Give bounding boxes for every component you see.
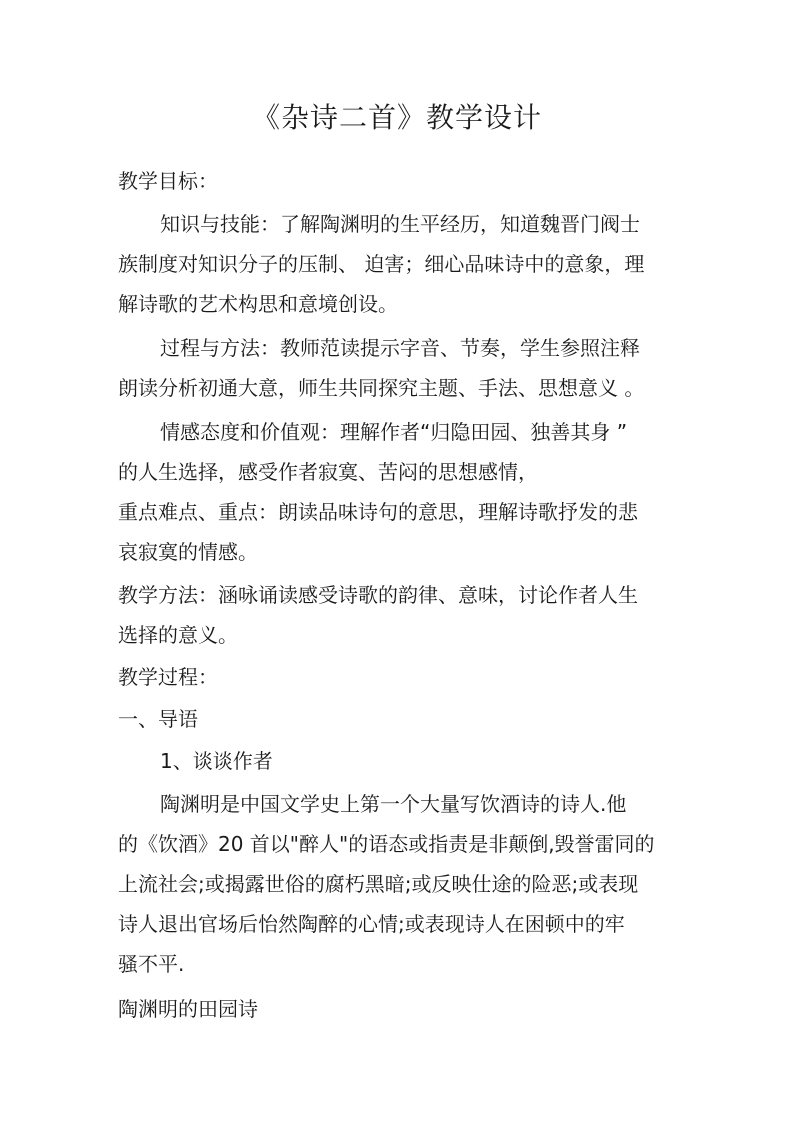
paragraph-line: 的人生选择，感受作者寂寞、苦闷的思想感情， — [118, 460, 538, 484]
section-heading-objectives: 教学目标： — [118, 169, 218, 193]
paragraph-line: 族制度对知识分子的压制、 迫害；细心品味诗中的意象，理 — [118, 252, 645, 276]
paragraph-line: 陶渊明是中国文学史上第一个大量写饮酒诗的诗人.他 — [160, 792, 627, 816]
paragraph-line: 选择的意义。 — [118, 623, 238, 647]
paragraph-line: 哀寂寞的情感。 — [118, 540, 258, 564]
document-title: 《杂诗二首》教学设计 — [251, 101, 542, 134]
paragraph-line: 的《饮酒》20 首以"醉人"的语态或指责是非颠倒,毁誉雷同的 — [118, 832, 655, 856]
subsection-heading-author: 1、谈谈作者 — [160, 749, 273, 773]
paragraph-line: 知识与技能：了解陶渊明的生平经历，知道魏晋门阀士 — [160, 212, 640, 236]
paragraph-line: 情感态度和价值观：理解作者“归隐田园、独善其身 ” — [160, 420, 628, 444]
paragraph-line: 骚不平. — [118, 952, 185, 976]
paragraph-line: 解诗歌的艺术构思和意境创设。 — [118, 292, 398, 316]
paragraph-line: 上流社会;或揭露世俗的腐朽黑暗;或反映仕途的险恶;或表现 — [118, 872, 639, 896]
paragraph-line: 朗读分析初通大意，师生共同探究主题、手法、思想意义 。 — [118, 376, 645, 400]
section-heading-process: 教学过程： — [118, 665, 218, 689]
paragraph-line: 过程与方法：教师范读提示字音、节奏，学生参照注释 — [160, 336, 640, 360]
paragraph-line: 重点难点、重点：朗读品味诗句的意思，理解诗歌抒发的悲 — [118, 500, 638, 524]
paragraph-line: 诗人退出官场后怡然陶醉的心情;或表现诗人在困顿中的牢 — [118, 912, 625, 936]
paragraph-line: 教学方法：涵咏诵读感受诗歌的韵律、意味，讨论作者人生 — [118, 583, 638, 607]
section-heading-intro: 一、导语 — [118, 707, 198, 731]
section-heading-pastoral-poems: 陶渊明的田园诗 — [118, 997, 258, 1021]
